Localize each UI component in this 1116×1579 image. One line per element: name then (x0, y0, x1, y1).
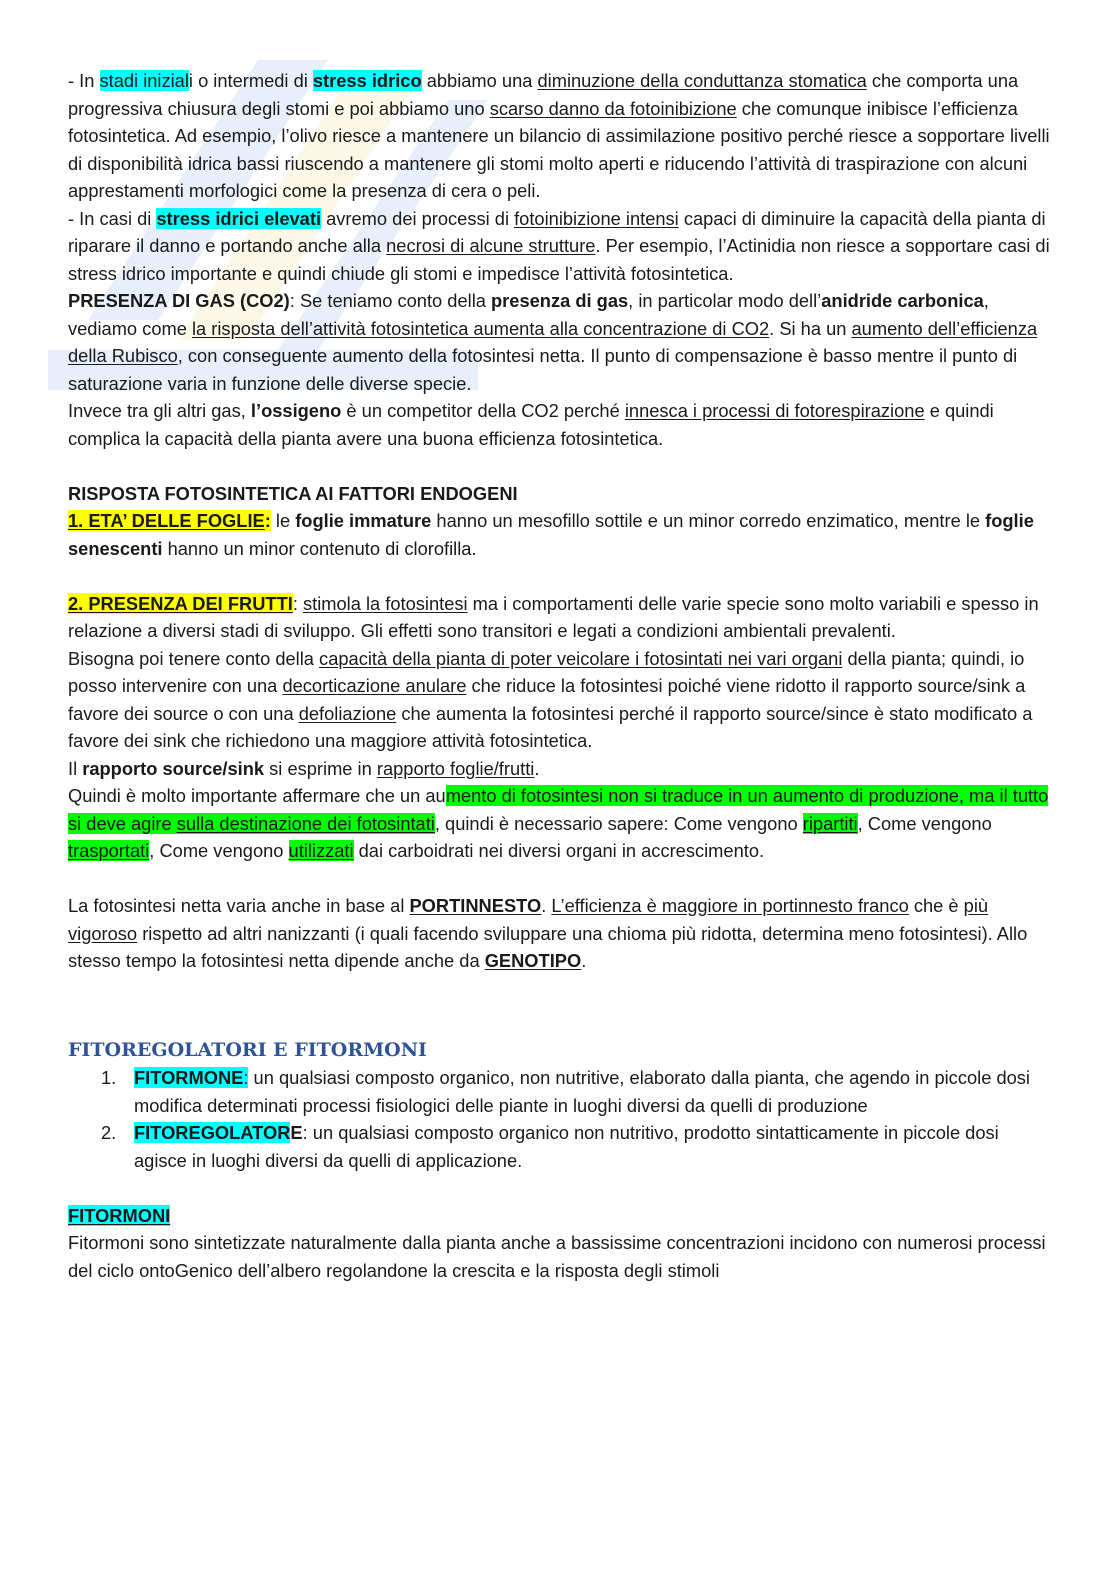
paragraph-stress-idrico-elevato: - In casi di stress idrici elevati avremo dei processi di fotoinibizione intensi capaci di diminuire la capacità della pianta di riparare il danno e portando anche alla necrosi di alcune strutture. Per esempio, l’Actinidia non riesce a sopportare casi di stress idrico importante e quindi chiude gli stomi e impedisce l’attività fotosintetica. (68, 207, 1050, 284)
heading-fattori-endogeni: RISPOSTA FOTOSINTETICA AI FATTORI ENDOGENI (68, 482, 518, 504)
paragraph-fitormoni: Fitormoni sono sintetizzate naturalmente dalla pianta anche a bassissime concentrazioni incidono con numerosi processi del ciclo ontoGenico dell’albero regolandone la crescita e la risposta degli stimoli (68, 1232, 1046, 1281)
paragraph-presenza-gas: PRESENZA DI GAS (CO2): Se teniamo conto della presenza di gas, in particolar modo dell’anidride carbonica, vediamo come la risposta dell’attività fotosintetica aumenta alla concentrazione di CO2. Si ha un aumento dell’efficienza della Rubisco, con conseguente aumento della fotosintesi netta. Il punto di compensazione è basso mentre il punto di saturazione varia in funzione delle diverse specie. (68, 290, 1038, 394)
paragraph-source-sink: Bisogna poi tenere conto della capacità della pianta di poter veicolare i fotosintati nei vari organi della pianta; quindi, io posso intervenire con una decorticazione anulare che riduce la fotosintesi poiché viene ridotto il rapporto source/sink a favore dei source o con una defoliazione che aumenta la fotosintesi perché il rapporto source/since è stato modificato a favore dei sink che richiedono una maggiore attività fotosintetica. (68, 647, 1033, 751)
highlight-stress-idrici-elevati: stress idrici elevati (156, 207, 322, 229)
highlight-eta-foglie: 1. ETA’ DELLE FOGLIE: (68, 510, 271, 531)
highlight-presenza-frutti: 2. PRESENZA DEI FRUTTI (68, 592, 293, 614)
paragraph-presenza-frutti: 2. PRESENZA DEI FRUTTI: stimola la fotosintesi ma i comportamenti delle varie specie sono molto variabili e spesso in relazione a diversi stadi di sviluppo. Gli effetti sono transitori e legati a condizioni ambientali prevalenti. (68, 592, 1039, 641)
paragraph-portinnesto: La fotosintesi netta varia anche in base al PORTINNESTO. L’efficienza è maggiore in portinnesto franco che è più vigoroso rispetto ad altri nanizzanti (i quali facendo sviluppare una chioma più ridotta, determina meno fotosintesi). Allo stesso tempo la fotosintesi netta dipende anche da GENOTIPO. (68, 895, 1028, 971)
definitions-list (68, 1064, 1053, 1174)
paragraph-stress-idrico-iniziale: - In stadi iniziali o intermedi di stress idrico abbiamo una diminuzione della conduttanza stomatica che comporta una progressiva chiusura degli stomi e poi abbiamo uno scarso danno da fotoinibizione che comunque inibisce l’efficienza fotosintetica. Ad esempio, l’olivo riesce a mantenere un bilancio di assimilazione positivo perché riesce a sopportare livelli di disponibilità idrica bassi riuscendo a mantenere gli stomi molto aperti e riducendo l’attività di traspirazione con alcuni apprestamenti morfologici come la presenza di cera o peli. (68, 70, 1050, 201)
highlight-aumento-fotosintesi: mento di fotosintesi non si traduce in un aumento di produzione, ma il tutto si deve agire (68, 785, 1049, 834)
paragraph-ossigeno: Invece tra gli altri gas, l’ossigeno è un competitor della CO2 perché innesca i processi di fotorespirazione e quindi complica la capacità della pianta avere una buona efficienza fotosintetica. (68, 400, 994, 449)
highlight-stadi-iniziali: stadi inizial (99, 70, 189, 91)
list-item: 2. FITOREGOLATORE: un qualsiasi composto organico non nutritivo, prodotto sintatticamente in piccole dosi agisce in luoghi diversi da quelli di applicazione. (101, 1122, 999, 1171)
paragraph-rapporto-source-sink: Il rapporto source/sink si esprime in rapporto foglie/frutti. (68, 757, 540, 779)
list-item: 1. FITORMONE: un qualsiasi composto organico, non nutritive, elaborato dalla pianta, che agendo in piccole dosi modifica determinati processi fisiologici delle piante in luoghi diversi da quelli di produzione (101, 1067, 1030, 1116)
section-title-fitoregolatori: FITOREGOLATORI E FITORMONI (68, 1038, 427, 1061)
highlight-stress-idrico: stress idrico (312, 70, 422, 91)
document-body (68, 67, 1053, 1284)
heading-fitormoni: FITORMONI (68, 1204, 171, 1226)
paragraph-destinazione-fotosintati: Quindi è molto importante affermare che un aumento di fotosintesi non si traduce in un aumento di produzione, ma il tutto si deve agire sulla destinazione dei fotosintati, quindi è necessario sapere: Come vengono ripartiti, Come vengono trasportati, Come vengono utilizzati dai carboidrati nei diversi organi in accrescimento. (68, 785, 1049, 861)
paragraph-eta-foglie: 1. ETA’ DELLE FOGLIE: le foglie immature hanno un mesofillo sottile e un minor corredo enzimatico, mentre le foglie senescenti hanno un minor contenuto di clorofilla. (68, 510, 1034, 559)
